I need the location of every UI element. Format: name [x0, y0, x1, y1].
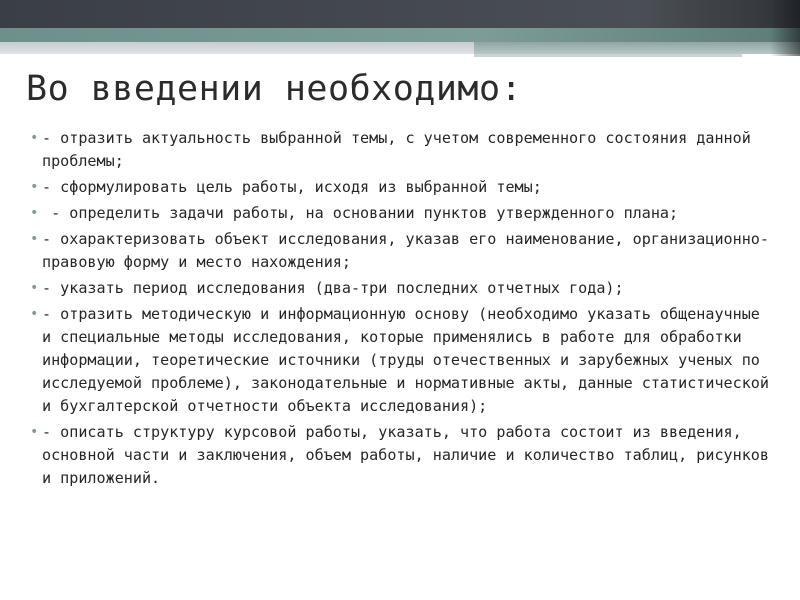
list-item-text: - охарактеризовать объект исследования, указав его наименование, организационно-правовую форму и место нахождения;	[42, 230, 769, 271]
list-item	[30, 228, 770, 274]
header-accent-line	[474, 54, 742, 57]
list-item-text: - описать структуру курсовой работы, указать, что работа состоит из введения, основной части и заключения, объем работы, наличие и количество таблиц, рисунков и приложений.	[42, 423, 769, 487]
content-list	[30, 127, 770, 493]
list-item-text: - отразить актуальность выбранной темы, с учетом современного состояния данной проблемы;	[42, 129, 751, 170]
list-item-text: - сформулировать цель работы, исходя из выбранной темы;	[42, 178, 542, 196]
header-corner-shade	[770, 0, 800, 56]
slide-title: Во введении необходимо:	[26, 69, 523, 109]
list-item	[30, 176, 770, 199]
bullet-icon: •	[30, 306, 39, 322]
bullet-icon: •	[30, 280, 39, 296]
list-item-text: - отразить методическую и информационную основу (необходимо указать общенаучные и специальные методы исследования, которые применялись в работе для обработки информации, теоретические источники (труды отечественных и зарубежных ученых по исследуемой проблеме), законодательные и нормативные акты, данные статистической и бухгалтерской отчетности объекта исследования);	[42, 305, 769, 415]
list-item-text: - указать период исследования (два-три последних отчетных года);	[42, 279, 624, 297]
bullet-icon: •	[30, 231, 39, 247]
bullet-icon: •	[30, 424, 39, 440]
bullet-icon: •	[30, 205, 39, 221]
header-band-grey-left	[0, 42, 474, 54]
list-item	[30, 127, 770, 173]
header-band-grey-right	[474, 42, 800, 54]
list-item	[30, 277, 770, 300]
header-band-teal	[0, 28, 800, 42]
header-band-dark	[0, 0, 800, 28]
list-item	[30, 202, 770, 225]
list-item	[30, 421, 770, 490]
bullet-icon: •	[30, 130, 39, 146]
list-item-text: - определить задачи работы, на основании пунктов утвержденного плана;	[42, 204, 679, 222]
bullet-icon: •	[30, 179, 39, 195]
list-item	[30, 303, 770, 418]
